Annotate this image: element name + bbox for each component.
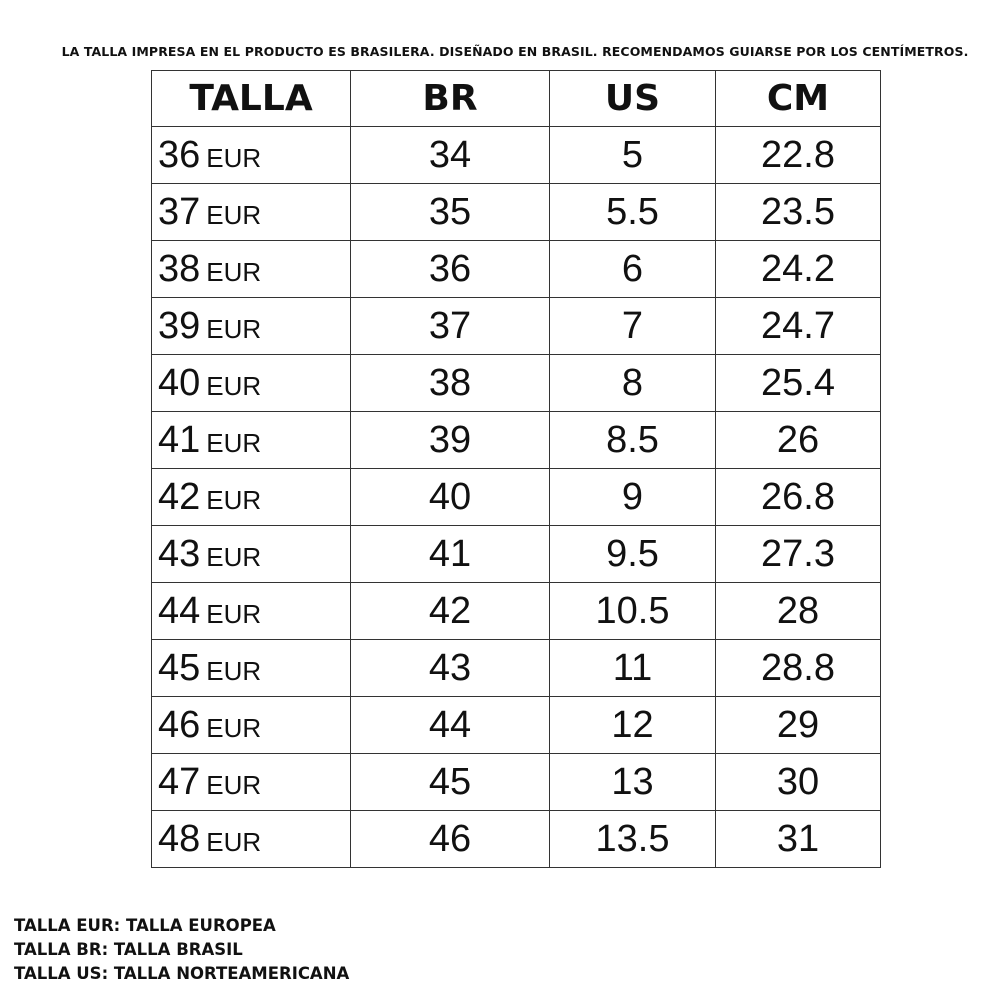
size-chart-table	[151, 70, 881, 868]
legend-item-eur: TALLA EUR: TALLA EUROPEA	[14, 916, 276, 935]
cell-cm: 23.5	[716, 184, 881, 241]
cell-us: 13	[550, 754, 716, 811]
talla-unit: EUR	[206, 257, 262, 287]
table-row	[152, 754, 881, 811]
cell-br: 40	[351, 469, 550, 526]
talla-number: 48	[158, 818, 201, 860]
table-body	[152, 127, 881, 868]
cell-talla	[152, 241, 351, 298]
talla-unit: EUR	[206, 770, 262, 800]
talla-unit: EUR	[206, 314, 262, 344]
cell-talla	[152, 184, 351, 241]
cell-us: 5.5	[550, 184, 716, 241]
cell-talla	[152, 754, 351, 811]
legend-item-us: TALLA US: TALLA NORTEAMERICANA	[14, 964, 350, 983]
cell-cm: 25.4	[716, 355, 881, 412]
table-row	[152, 184, 881, 241]
cell-cm: 24.7	[716, 298, 881, 355]
table-header-row	[152, 71, 881, 127]
cell-br: 39	[351, 412, 550, 469]
header-br: BR	[351, 71, 550, 127]
table-row	[152, 697, 881, 754]
cell-talla	[152, 583, 351, 640]
size-legend	[14, 914, 349, 986]
talla-number: 39	[158, 305, 201, 347]
talla-number: 45	[158, 647, 201, 689]
cell-talla	[152, 355, 351, 412]
cell-us: 8	[550, 355, 716, 412]
cell-us: 9	[550, 469, 716, 526]
cell-talla	[152, 469, 351, 526]
talla-unit: EUR	[206, 143, 262, 173]
cell-br: 43	[351, 640, 550, 697]
cell-br: 46	[351, 811, 550, 868]
table-row	[152, 355, 881, 412]
talla-number: 36	[158, 134, 201, 176]
talla-unit: EUR	[206, 200, 262, 230]
cell-us: 6	[550, 241, 716, 298]
cell-us: 11	[550, 640, 716, 697]
table-row	[152, 526, 881, 583]
cell-talla	[152, 640, 351, 697]
cell-cm: 26	[716, 412, 881, 469]
cell-cm: 31	[716, 811, 881, 868]
cell-us: 13.5	[550, 811, 716, 868]
table-row	[152, 127, 881, 184]
cell-cm: 28.8	[716, 640, 881, 697]
talla-number: 43	[158, 533, 201, 575]
talla-number: 40	[158, 362, 201, 404]
talla-number: 38	[158, 248, 201, 290]
cell-talla	[152, 811, 351, 868]
cell-us: 8.5	[550, 412, 716, 469]
legend-item-br: TALLA BR: TALLA BRASIL	[14, 940, 243, 959]
talla-unit: EUR	[206, 713, 262, 743]
talla-number: 44	[158, 590, 201, 632]
cell-talla	[152, 697, 351, 754]
cell-cm: 27.3	[716, 526, 881, 583]
talla-unit: EUR	[206, 542, 262, 572]
talla-number: 37	[158, 191, 201, 233]
cell-cm: 24.2	[716, 241, 881, 298]
cell-br: 37	[351, 298, 550, 355]
talla-number: 46	[158, 704, 201, 746]
talla-number: 41	[158, 419, 201, 461]
cell-br: 35	[351, 184, 550, 241]
talla-number: 47	[158, 761, 201, 803]
talla-unit: EUR	[206, 827, 262, 857]
table-row	[152, 640, 881, 697]
talla-unit: EUR	[206, 428, 262, 458]
cell-talla	[152, 412, 351, 469]
cell-br: 41	[351, 526, 550, 583]
cell-br: 36	[351, 241, 550, 298]
talla-unit: EUR	[206, 371, 262, 401]
table-row	[152, 298, 881, 355]
talla-unit: EUR	[206, 485, 262, 515]
table-row	[152, 412, 881, 469]
cell-us: 7	[550, 298, 716, 355]
cell-cm: 29	[716, 697, 881, 754]
table-row	[152, 811, 881, 868]
cell-br: 34	[351, 127, 550, 184]
cell-talla	[152, 298, 351, 355]
cell-talla	[152, 127, 351, 184]
cell-cm: 28	[716, 583, 881, 640]
cell-br: 38	[351, 355, 550, 412]
cell-us: 5	[550, 127, 716, 184]
cell-cm: 26.8	[716, 469, 881, 526]
cell-br: 42	[351, 583, 550, 640]
talla-unit: EUR	[206, 599, 262, 629]
cell-cm: 30	[716, 754, 881, 811]
cell-us: 10.5	[550, 583, 716, 640]
table-row	[152, 469, 881, 526]
table-row	[152, 583, 881, 640]
size-notice: LA TALLA IMPRESA EN EL PRODUCTO ES BRASILERA. DISEÑADO EN BRASIL. RECOMENDAMOS GUIARSE POR LOS CENTÍMETROS.	[61, 44, 969, 59]
cell-br: 45	[351, 754, 550, 811]
header-talla: TALLA	[152, 71, 351, 127]
table-row	[152, 241, 881, 298]
header-cm: CM	[716, 71, 881, 127]
cell-talla	[152, 526, 351, 583]
header-us: US	[550, 71, 716, 127]
talla-unit: EUR	[206, 656, 262, 686]
talla-number: 42	[158, 476, 201, 518]
cell-cm: 22.8	[716, 127, 881, 184]
cell-us: 12	[550, 697, 716, 754]
cell-br: 44	[351, 697, 550, 754]
cell-us: 9.5	[550, 526, 716, 583]
